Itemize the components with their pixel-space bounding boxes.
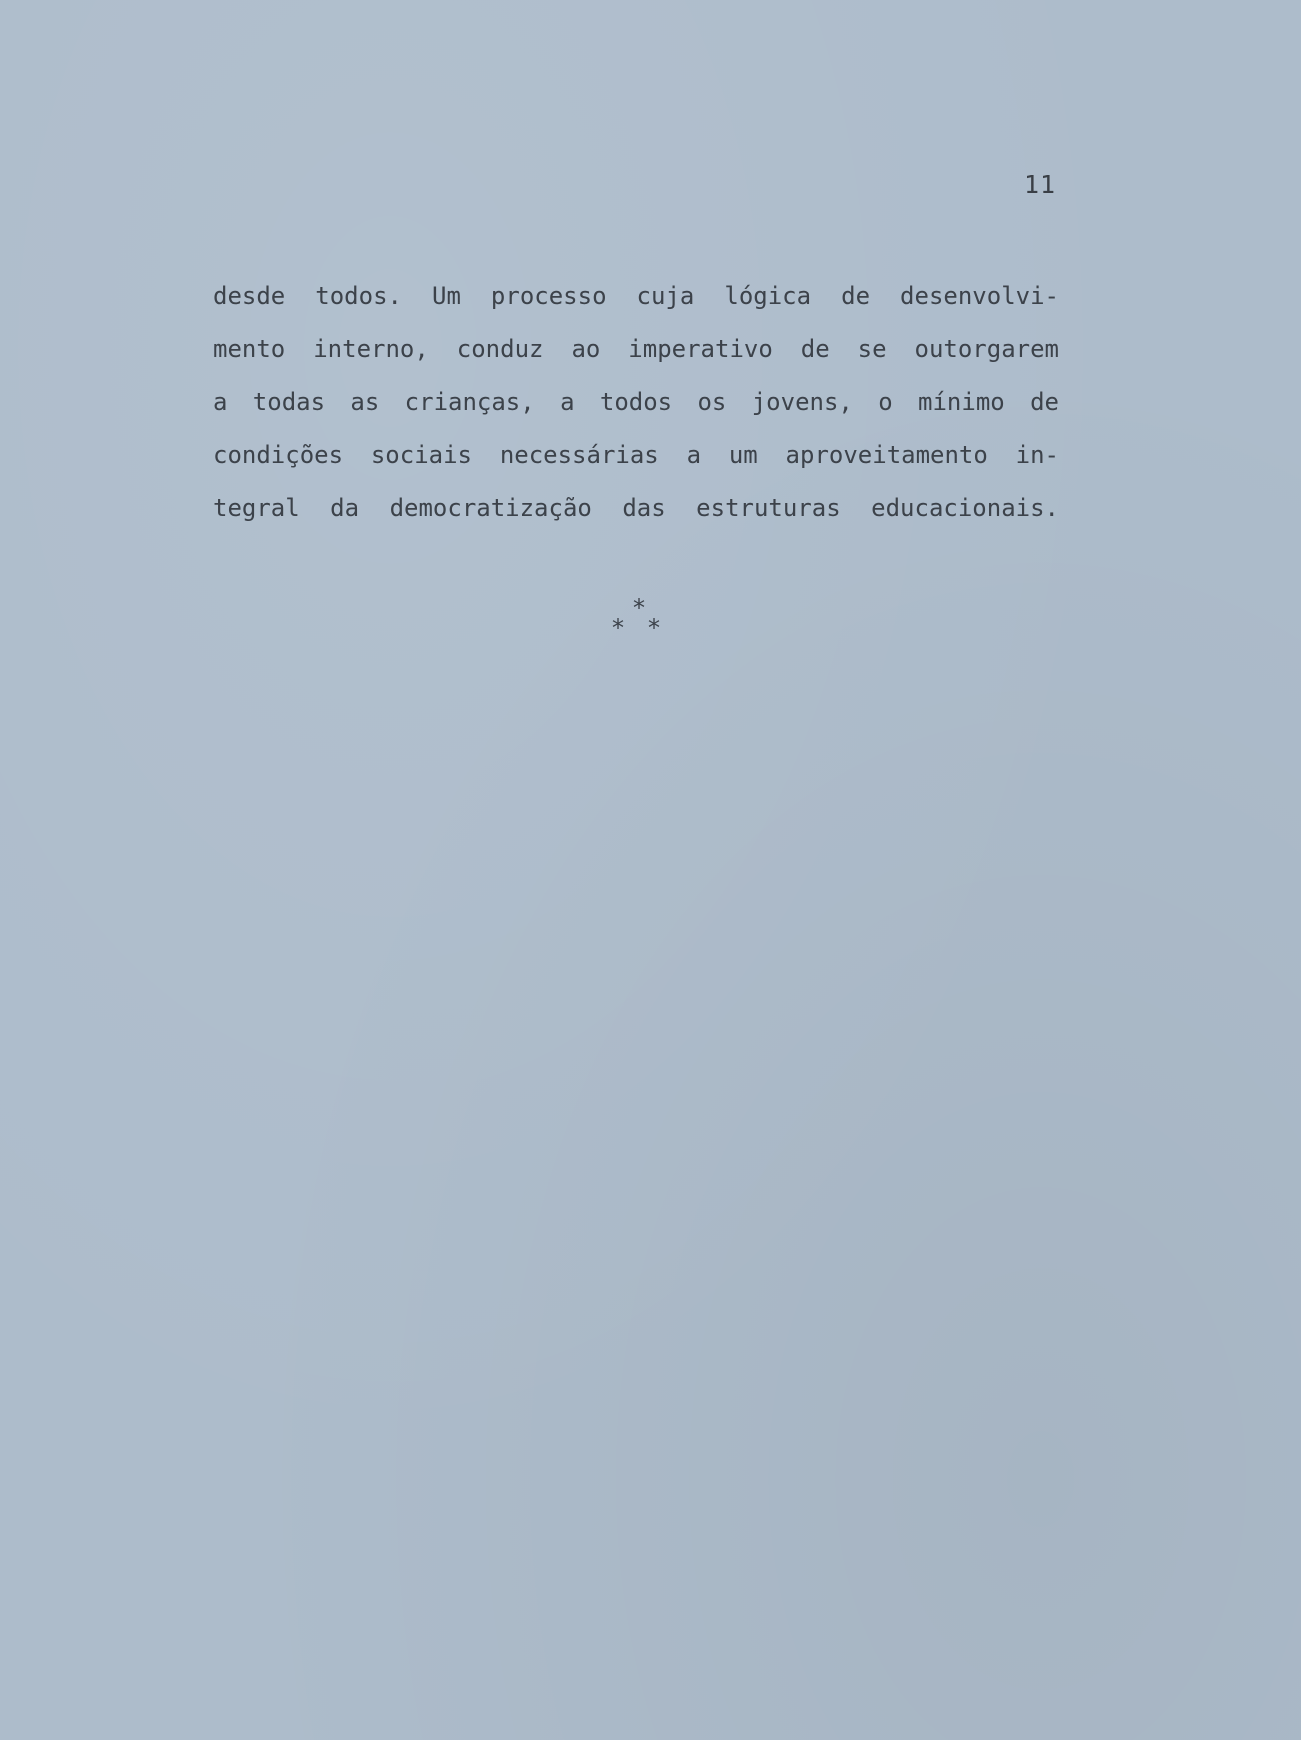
section-break-asterisks — [612, 596, 672, 646]
asterisk-icon: * — [612, 614, 624, 642]
paragraph-line-3: a todas as crianças, a todos os jovens, o mínimo de — [213, 388, 1059, 416]
asterisk-icon: * — [633, 594, 645, 622]
paragraph-line-2: mento interno, conduz ao imperativo de se outorgarem — [213, 335, 1059, 363]
paragraph-line-1: desde todos. Um processo cuja lógica de desenvolvi- — [213, 282, 1059, 310]
paragraph-line-5: tegral da democratização das estruturas educacionais. — [213, 494, 1059, 522]
page-number: 11 — [1024, 170, 1057, 199]
body-paragraph — [213, 270, 1059, 535]
paragraph-line-4: condições sociais necessárias a um aproveitamento in- — [213, 441, 1059, 469]
asterisk-icon: * — [648, 614, 660, 642]
